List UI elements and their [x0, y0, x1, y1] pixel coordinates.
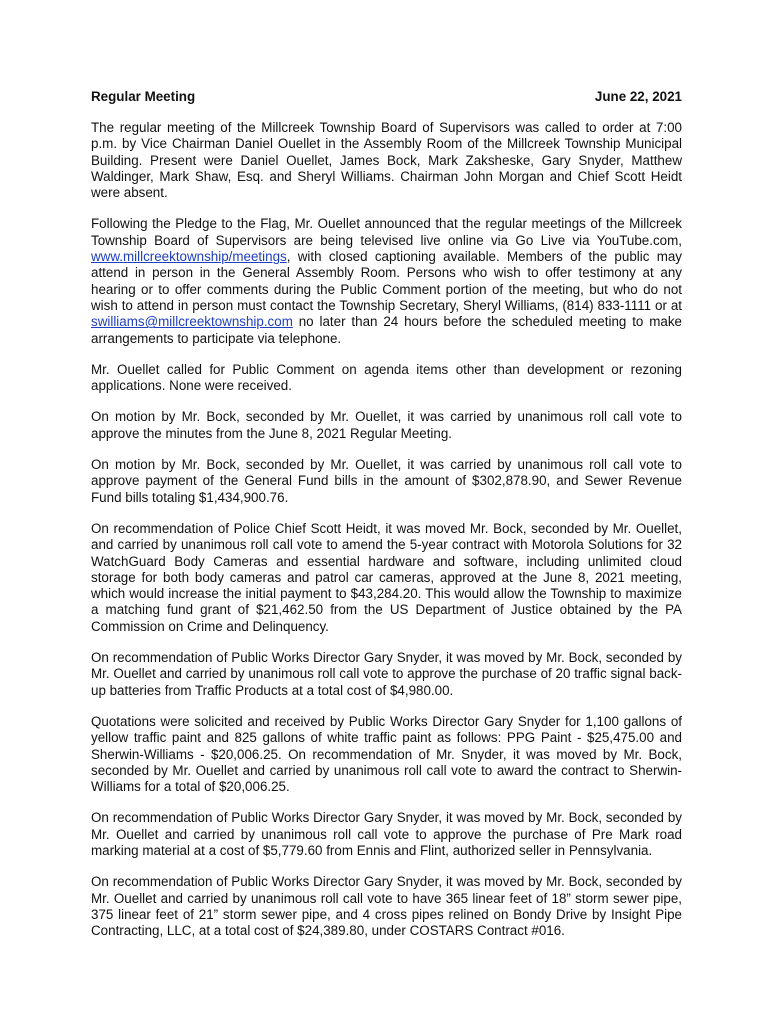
paragraph-text: Following the Pledge to the Flag, Mr. Ouellet announced that the regular meetings of the Millcreek Township Board of Supervisors are being televised live online via Go Live via YouTube.com, [91, 216, 682, 248]
meeting-date: June 22, 2021 [594, 89, 682, 104]
meeting-title: Regular Meeting [91, 89, 196, 104]
paragraph-call-to-order: The regular meeting of the Millcreek Township Board of Supervisors was called to order at 7:00 p.m. by Vice Chairman Daniel Ouellet in the Assembly Room of the Millcreek Township Municipal Building. Present were Daniel Ouellet, James Bock, Mark Zaksheske, Gary Snyder, Matthew Waldinger, Mark Shaw, Esq. and Sheryl Williams. Chairman John Morgan and Chief Scott Heidt were absent. [91, 120, 682, 201]
document-header [91, 88, 682, 105]
paragraph-text: no later than 24 hours before the scheduled meeting to make arrangements to participate via telephone. [91, 314, 682, 346]
meetings-link[interactable]: www.millcreektownship/meetings [91, 249, 287, 265]
paragraph-minutes-approval: On motion by Mr. Bock, seconded by Mr. Ouellet, it was carried by unanimous roll call vote to approve the minutes from the June 8, 2021 Regular Meeting. [91, 409, 682, 441]
paragraph-pledge-announcement [91, 216, 682, 346]
paragraph-text: , with closed captioning available. Members of the public may attend in person in the General Assembly Room. Persons who wish to offer testimony at any hearing or to offer comments during the Public Comment portion of the meeting, but who do not wish to attend in person must contact the Township Secretary, Sheryl Williams, (814) 833-1111 or at [91, 249, 682, 313]
paragraph-public-comment: Mr. Ouellet called for Public Comment on agenda items other than development or rezoning applications. None were received. [91, 361, 682, 394]
minutes-body [91, 120, 682, 954]
email-link[interactable]: swilliams@millcreektownship.com [91, 314, 293, 330]
paragraph-road-marking: On recommendation of Public Works Director Gary Snyder, it was moved by Mr. Bock, seconded by Mr. Ouellet and carried by unanimous roll call vote to approve the purchase of Pre Mark road marking material at a cost of $5,779.60 from Ennis and Flint, authorized seller in Pennsylvania. [91, 810, 682, 858]
paragraph-bills-approval: On motion by Mr. Bock, seconded by Mr. Ouellet, it was carried by unanimous roll call vote to approve payment of the General Fund bills in the amount of $302,878.90, and Sewer Revenue Fund bills totaling $1,434,900.76. [91, 457, 682, 505]
paragraph-storm-sewer: On recommendation of Public Works Director Gary Snyder, it was moved by Mr. Bock, seconded by Mr. Ouellet and carried by unanimous roll call vote to have 365 linear feet of 18” storm sewer pipe, 375 linear feet of 21” storm sewer pipe, and 4 cross pipes relined on Bondy Drive by Insight Pipe Contracting, LLC, at a total cost of $24,389.80, under COSTARS Contract #016. [91, 874, 682, 939]
paragraph-traffic-batteries: On recommendation of Public Works Director Gary Snyder, it was moved by Mr. Bock, seconded by Mr. Ouellet and carried by unanimous roll call vote to approve the purchase of 20 traffic signal back-up batteries from Traffic Products at a total cost of $4,980.00. [91, 650, 682, 698]
paragraph-body-cameras: On recommendation of Police Chief Scott Heidt, it was moved Mr. Bock, seconded by Mr. Ouellet, and carried by unanimous roll call vote to amend the 5-year contract with Motorola Solutions for 32 WatchGuard Body Cameras and essential hardware and software, including unlimited cloud storage for both body cameras and patrol car cameras, approved at the June 8, 2021 meeting, which would increase the initial payment to $43,284.20. This would allow the Township to maximize a matching fund grant of $21,462.50 from the US Department of Justice obtained by the PA Commission on Crime and Delinquency. [91, 520, 682, 634]
paragraph-traffic-paint: Quotations were solicited and received by Public Works Director Gary Snyder for 1,100 gallons of yellow traffic paint and 825 gallons of white traffic paint as follows: PPG Paint - $25,475.00 and Sherwin-Williams - $20,006.25. On recommendation of Mr. Snyder, it was moved by Mr. Bock, seconded by Mr. Ouellet and carried by unanimous roll call vote to award the contract to Sherwin-Williams for a total of $20,006.25. [91, 713, 682, 795]
